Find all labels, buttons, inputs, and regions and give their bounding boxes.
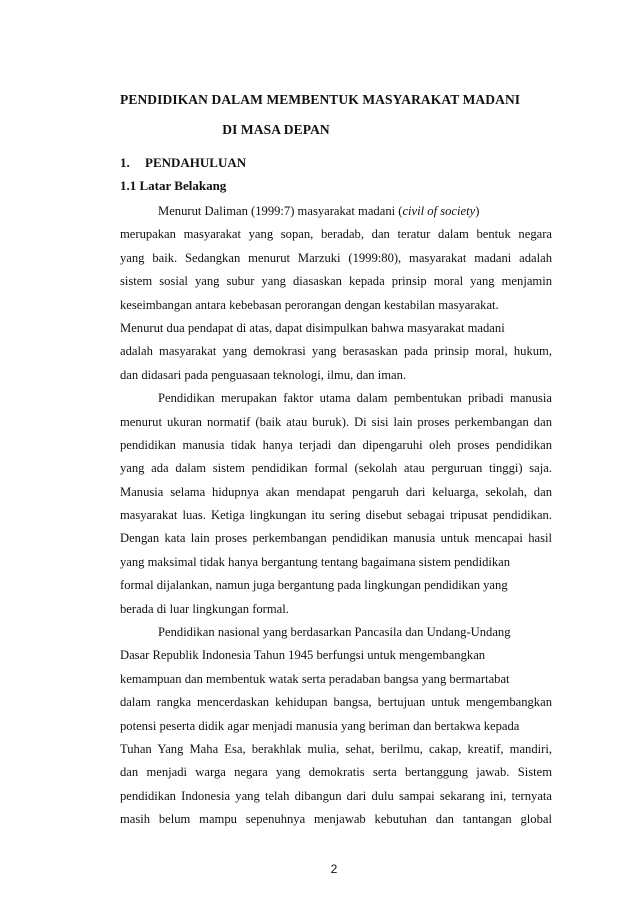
body-line: pendidikan manusia tidak hanya terjadi dan dipengaruhi oleh proses pendidikan: [120, 437, 552, 452]
body-line: dan menjadi warga negara yang demokratis serta bertanggung jawab. Sistem: [120, 765, 552, 780]
body-line: merupakan masyarakat yang sopan, beradab, dan teratur dalam bentuk negara: [120, 227, 552, 242]
body-line: Manusia selama hidupnya akan mendapat pengaruh dari keluarga, sekolah, dan: [120, 484, 552, 499]
body-line: berada di luar lingkungan formal.: [120, 601, 289, 616]
body-line: dalam rangka mencerdaskan kehidupan bangsa, bertujuan untuk mengembangkan: [120, 695, 552, 710]
body-line: kemampuan dan membentuk watak serta peradaban bangsa yang bermartabat: [120, 671, 510, 686]
body-line: Pendidikan merupakan faktor utama dalam pembentukan pribadi manusia: [158, 391, 552, 406]
body-line: sistem sosial yang subur yang diasaskan kepada prinsip moral yang menjamin: [120, 274, 552, 289]
body-paragraphs: [120, 200, 552, 832]
body-line: masyarakat luas. Ketiga lingkungan itu sering disebut sebagai tripusat pendidikan.: [120, 508, 552, 523]
section-number: 1.: [120, 155, 130, 170]
document-title-line-2: DI MASA DEPAN: [222, 122, 330, 137]
document-title-line-1: PENDIDIKAN DALAM MEMBENTUK MASYARAKAT MADANI: [120, 92, 521, 107]
body-line: Menurut Daliman (1999:7) masyarakat madani (civil of society): [158, 204, 480, 218]
body-line: yang maksimal tidak hanya bergantung tentang bagaimana sistem pendidikan: [120, 554, 511, 569]
body-line: pendidikan Indonesia yang telah dibangun dari dulu sampai sekarang ini, ternyata: [120, 788, 552, 803]
body-line: adalah masyarakat yang demokrasi yang berasaskan pada prinsip moral, hukum,: [120, 344, 552, 359]
body-line: dan didasari pada penguasaan teknologi, ilmu, dan iman.: [120, 367, 407, 382]
body-line: potensi peserta didik agar menjadi manusia yang beriman dan bertakwa kepada: [120, 718, 520, 733]
page-number: 2: [330, 862, 338, 876]
section-title: PENDAHULUAN: [145, 155, 247, 170]
subsection-heading: 1.1 Latar Belakang: [120, 178, 227, 193]
body-line: keseimbangan antara kebebasan perorangan dengan kestabilan masyarakat.: [120, 297, 499, 312]
body-line: Tuhan Yang Maha Esa, berakhlak mulia, sehat, berilmu, cakap, kreatif, mandiri,: [120, 741, 552, 756]
body-line: Dasar Republik Indonesia Tahun 1945 berfungsi untuk mengembangkan: [120, 648, 486, 663]
body-line: yang baik. Sedangkan menurut Marzuki (1999:80), masyarakat madani adalah: [120, 250, 552, 265]
body-line: Pendidikan nasional yang berdasarkan Pancasila dan Undang-Undang: [158, 625, 511, 640]
body-line: Menurut dua pendapat di atas, dapat disimpulkan bahwa masyarakat madani: [120, 320, 505, 335]
body-line: yang ada dalam sistem pendidikan formal (sekolah atau perguruan tinggi) saja.: [120, 461, 552, 476]
body-line: formal dijalankan, namun juga bergantung pada lingkungan pendidikan yang: [120, 578, 508, 593]
body-line: Dengan kata lain proses perkembangan pendidikan manusia untuk mencapai hasil: [120, 531, 552, 546]
section-heading: [120, 155, 246, 171]
body-line: menurut ukuran normatif (baik atau buruk). Di sisi lain proses perkembangan dan: [120, 414, 552, 429]
body-line: masih belum mampu sepenuhnya menjawab kebutuhan dan tantangan global: [120, 812, 552, 827]
